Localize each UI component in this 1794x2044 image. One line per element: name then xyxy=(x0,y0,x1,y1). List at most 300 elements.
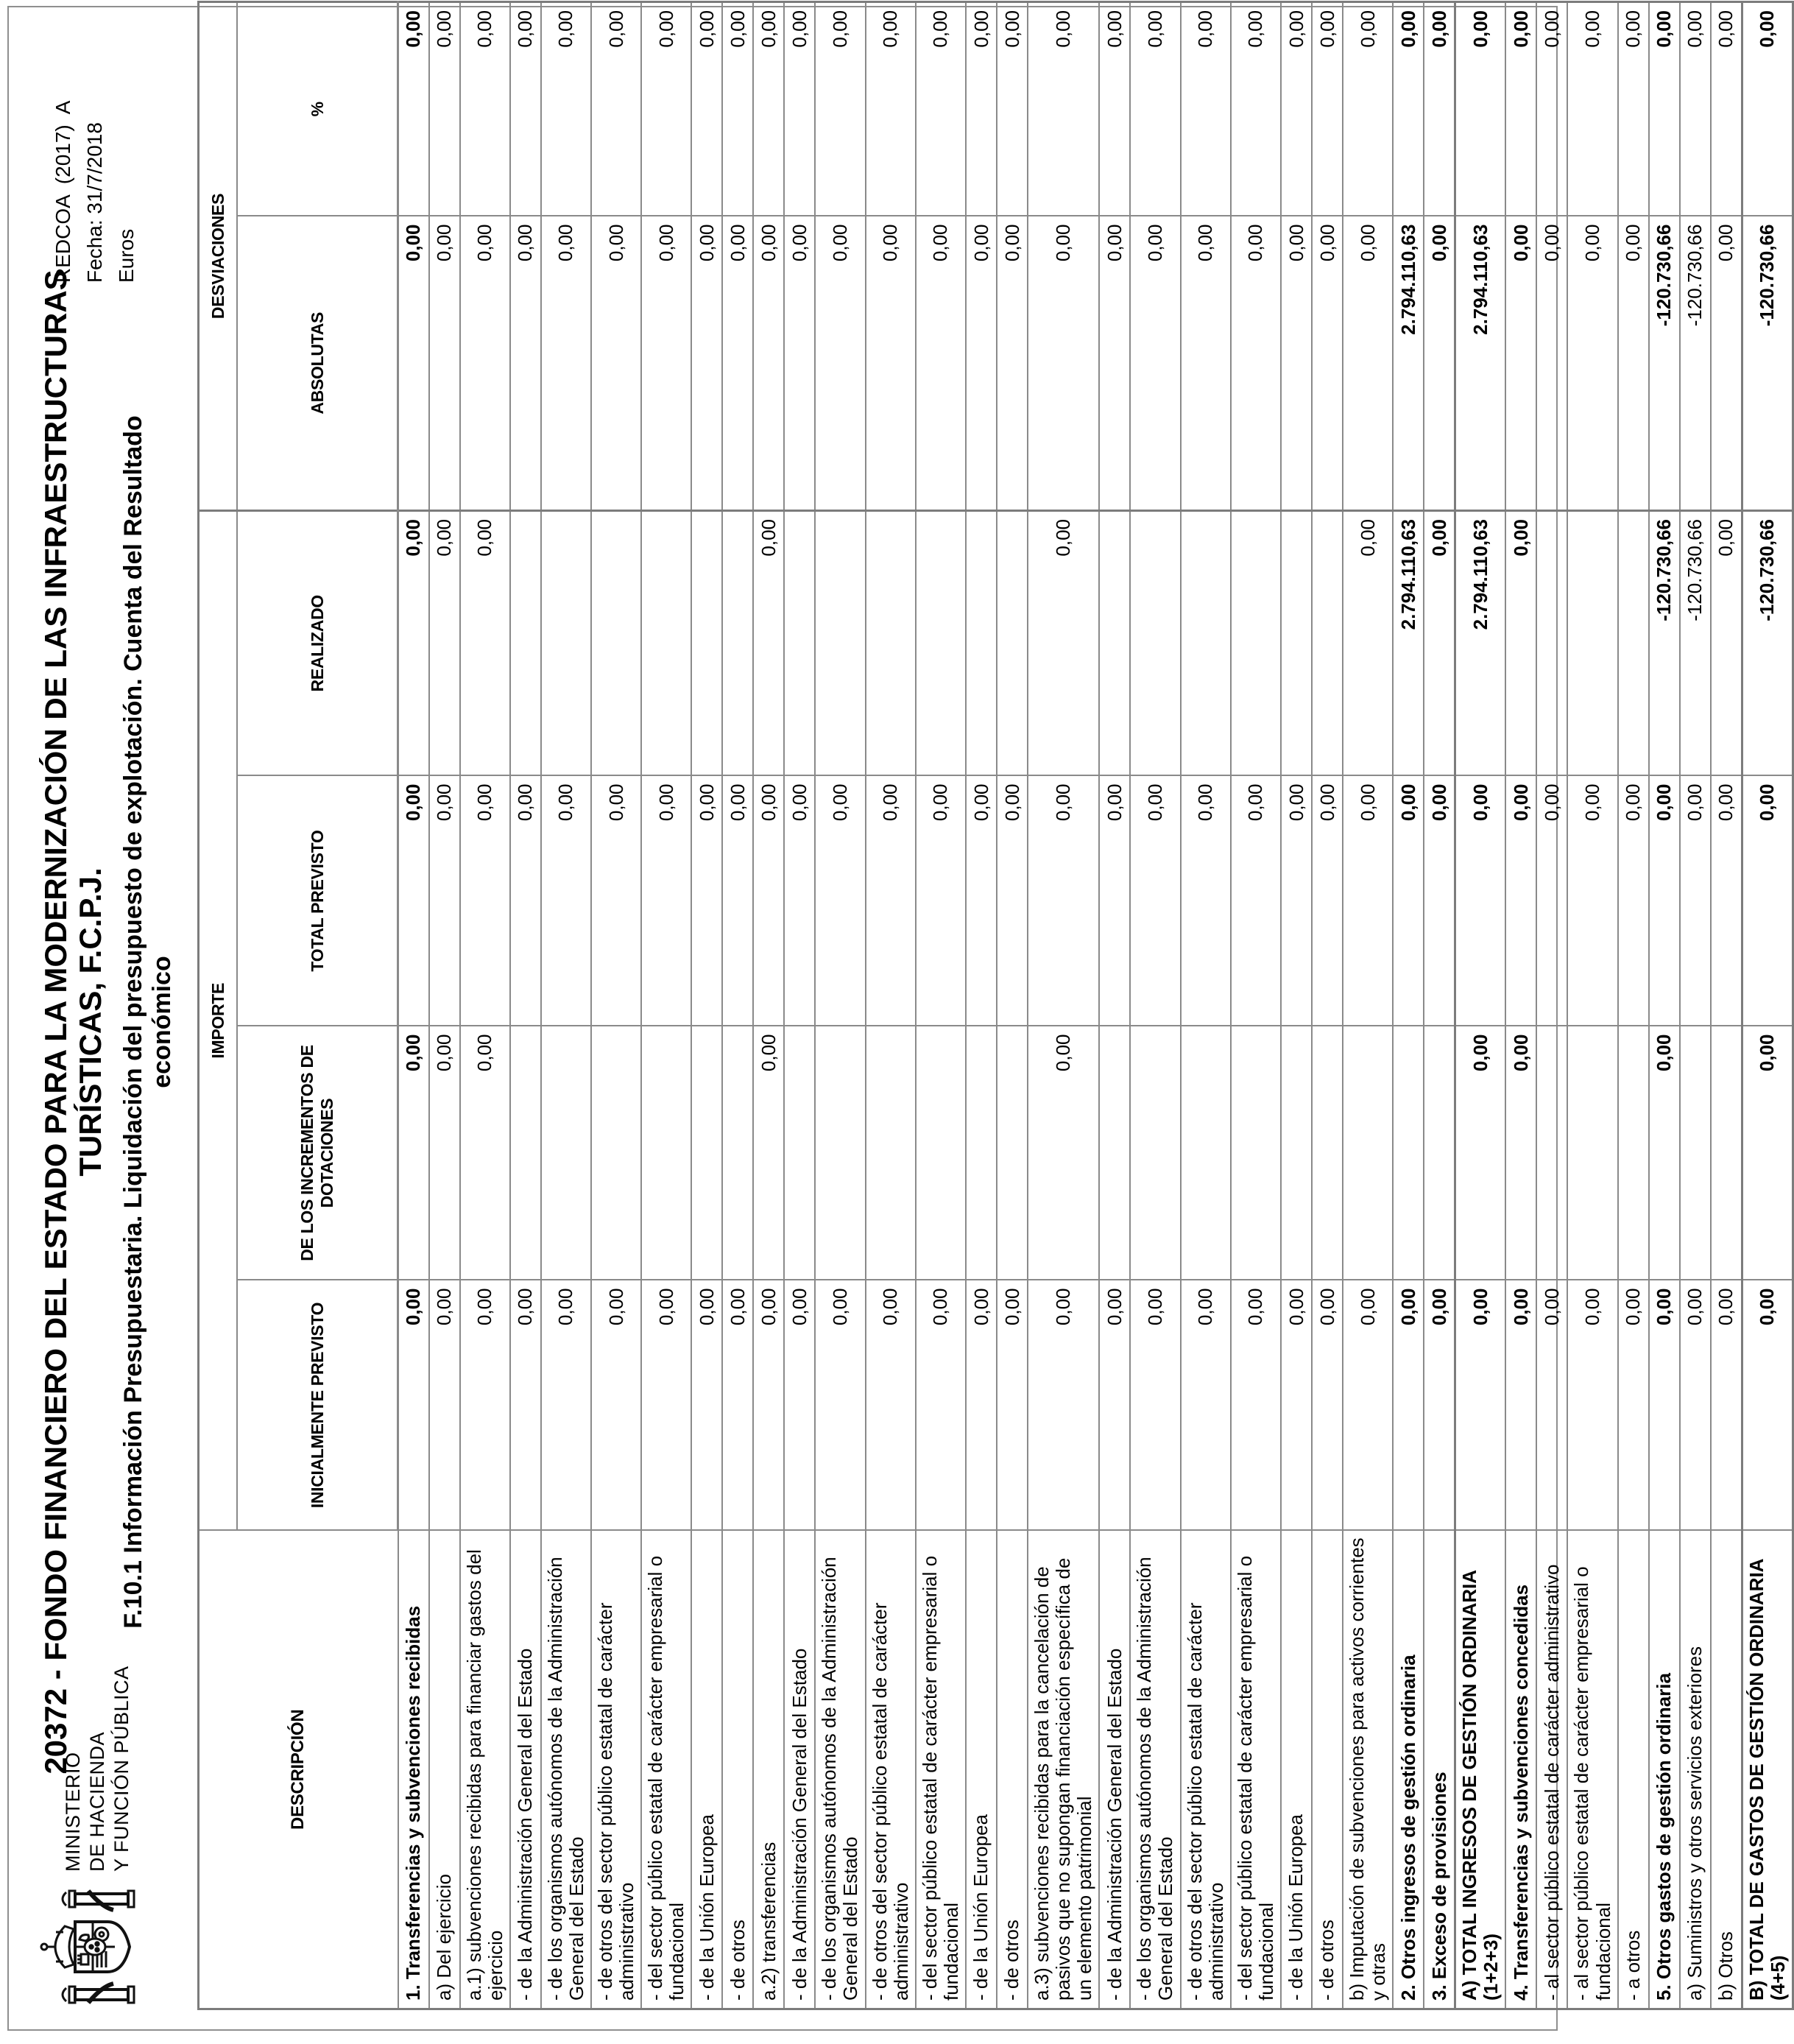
row-value: 0,00 xyxy=(916,216,966,511)
row-value: 0,00 xyxy=(1099,776,1130,1026)
report-subtitle-line2: económico xyxy=(148,956,177,1088)
row-value: 0,00 xyxy=(1130,216,1180,511)
row-value xyxy=(641,511,691,776)
row-value xyxy=(1618,1026,1649,1280)
row-description: - de los organismos autónomos de la Administración General del Estado xyxy=(815,1531,865,2009)
table-row xyxy=(1099,2,1130,2009)
row-value xyxy=(966,511,997,776)
row-description: a.3) subvenciones recibidas para la cancelación de pasivos que no supongan financiación específica de un elemento patrimonial xyxy=(1028,1531,1099,2009)
row-value: 0,00 xyxy=(691,2,722,216)
row-value: 0,00 xyxy=(510,1280,541,1531)
row-value: 0,00 xyxy=(541,216,591,511)
row-description: - al sector público estatal de carácter administrativo xyxy=(1536,1531,1567,2009)
row-value: -120.730,66 xyxy=(1742,511,1793,776)
table-row xyxy=(591,2,641,2009)
table-row xyxy=(1618,2,1649,2009)
table-row xyxy=(1536,2,1567,2009)
group-header-desviaciones: DESVIACIONES xyxy=(199,2,238,511)
row-value: 0,00 xyxy=(966,2,997,216)
row-value: 0,00 xyxy=(591,2,641,216)
row-value: 0,00 xyxy=(1505,776,1536,1026)
row-description: - de otros xyxy=(1312,1531,1343,2009)
row-value: 0,00 xyxy=(1567,216,1617,511)
report-info-block xyxy=(53,101,148,283)
row-value: 0,00 xyxy=(1505,1280,1536,1531)
row-value: 0,00 xyxy=(1567,1280,1617,1531)
row-value xyxy=(1130,1026,1180,1280)
row-value: 0,00 xyxy=(429,216,460,511)
report-subtitle-line1: F.10.1 Información Presupuestaria. Liquidación del presupuesto de explotación. Cuenta del Resultado xyxy=(119,415,147,1629)
row-value: 0,00 xyxy=(1099,216,1130,511)
row-value: 0,00 xyxy=(429,511,460,776)
row-value: 0,00 xyxy=(1028,1280,1099,1531)
row-value: 0,00 xyxy=(1505,1026,1536,1280)
table-row xyxy=(815,2,865,2009)
row-value: 0,00 xyxy=(1343,2,1393,216)
row-value xyxy=(641,1026,691,1280)
column-header-absolutas: ABSOLUTAS xyxy=(237,216,398,511)
row-value: 0,00 xyxy=(510,776,541,1026)
entity-title-line2: TURÍSTICAS, F.C.P.J. xyxy=(73,867,108,1177)
row-value xyxy=(1618,511,1649,776)
row-description: - de otros del sector público estatal de carácter administrativo xyxy=(1181,1531,1231,2009)
row-value: 0,00 xyxy=(866,2,916,216)
row-description: - del sector público estatal de carácter empresarial o fundacional xyxy=(916,1531,966,2009)
row-value: 0,00 xyxy=(1099,2,1130,216)
row-value xyxy=(1281,1026,1312,1280)
table-row xyxy=(1742,2,1793,2009)
ministry-line-3: Y FUNCIÓN PÚBLICA xyxy=(110,1666,133,1872)
row-value: 0,00 xyxy=(753,776,784,1026)
row-value: -120.730,66 xyxy=(1680,511,1711,776)
table-row xyxy=(1130,2,1180,2009)
row-description: a.2) transferencias xyxy=(753,1531,784,2009)
row-value: 0,00 xyxy=(1393,1280,1424,1531)
row-value: 0,00 xyxy=(1343,1280,1393,1531)
row-value xyxy=(866,511,916,776)
row-value: 0,00 xyxy=(722,2,753,216)
row-value: 0,00 xyxy=(1505,511,1536,776)
row-value xyxy=(1312,511,1343,776)
row-value xyxy=(1680,1026,1711,1280)
row-value xyxy=(722,1026,753,1280)
row-value: 0,00 xyxy=(1680,776,1711,1026)
row-value: 0,00 xyxy=(1649,1026,1680,1280)
report-code: REDCOA (2017) A xyxy=(52,100,74,283)
row-value: 0,00 xyxy=(866,1280,916,1531)
row-value: 0,00 xyxy=(591,216,641,511)
row-description: 2. Otros ingresos de gestión ordinaria xyxy=(1393,1531,1424,2009)
row-value xyxy=(1312,1026,1343,1280)
row-value: 0,00 xyxy=(1742,2,1793,216)
row-value: 0,00 xyxy=(815,216,865,511)
row-value: 0,00 xyxy=(966,776,997,1026)
row-value: 0,00 xyxy=(1343,511,1393,776)
row-value xyxy=(510,1026,541,1280)
row-description: - de la Administración General del Estado xyxy=(784,1531,815,2009)
budget-table xyxy=(197,1,1794,2010)
row-value: 0,00 xyxy=(1281,2,1312,216)
row-value: 0,00 xyxy=(1505,2,1536,216)
row-value: 0,00 xyxy=(1312,1280,1343,1531)
row-description: - de la Unión Europea xyxy=(966,1531,997,2009)
row-value xyxy=(997,1026,1028,1280)
row-value: 0,00 xyxy=(815,1280,865,1531)
row-value: 0,00 xyxy=(460,2,510,216)
row-value: 0,00 xyxy=(722,216,753,511)
column-header-incrementos-dotaciones: DE LOS INCREMENTOS DE DOTACIONES xyxy=(237,1026,398,1280)
row-value xyxy=(1424,1026,1455,1280)
row-value: 0,00 xyxy=(429,1026,460,1280)
row-description: - de la Unión Europea xyxy=(691,1531,722,2009)
row-value: 0,00 xyxy=(591,776,641,1026)
row-value: 0,00 xyxy=(1281,216,1312,511)
row-description: - de otros del sector público estatal de carácter administrativo xyxy=(866,1531,916,2009)
row-value xyxy=(815,1026,865,1280)
row-value: 0,00 xyxy=(722,776,753,1026)
row-value: 0,00 xyxy=(641,776,691,1026)
table-row xyxy=(866,2,916,2009)
row-value: 0,00 xyxy=(460,1280,510,1531)
row-description: - a otros xyxy=(1618,1531,1649,2009)
row-value: 0,00 xyxy=(753,216,784,511)
row-value: 0,00 xyxy=(1711,776,1742,1026)
row-value: 0,00 xyxy=(691,1280,722,1531)
row-value xyxy=(916,511,966,776)
table-row xyxy=(1393,2,1424,2009)
table-row xyxy=(541,2,591,2009)
row-description: 5. Otros gastos de gestión ordinaria xyxy=(1649,1531,1680,2009)
row-value: 0,00 xyxy=(541,1280,591,1531)
row-value: 0,00 xyxy=(641,216,691,511)
row-value xyxy=(591,511,641,776)
row-description: - al sector público estatal de carácter empresarial o fundacional xyxy=(1567,1531,1617,2009)
row-value: 0,00 xyxy=(1742,1280,1793,1531)
table-row xyxy=(429,2,460,2009)
row-description: a.1) subvenciones recibidas para financiar gastos del ejercicio xyxy=(460,1531,510,2009)
row-value: 0,00 xyxy=(1711,511,1742,776)
table-body xyxy=(398,2,1793,2009)
table-row xyxy=(753,2,784,2009)
row-value xyxy=(1181,1026,1231,1280)
column-header-inicialmente-previsto: INICIALMENTE PREVISTO xyxy=(237,1280,398,1531)
row-value: 0,00 xyxy=(398,1280,429,1531)
row-value: 0,00 xyxy=(1181,216,1231,511)
row-value xyxy=(815,511,865,776)
table-row xyxy=(1424,2,1455,2009)
row-value: 0,00 xyxy=(429,2,460,216)
row-value: -120.730,66 xyxy=(1649,216,1680,511)
row-value xyxy=(510,511,541,776)
table-row xyxy=(1649,2,1680,2009)
row-value: 0,00 xyxy=(997,216,1028,511)
row-description: a) Suministros y otros servicios exteriores xyxy=(1680,1531,1711,2009)
row-value: 0,00 xyxy=(510,2,541,216)
row-value: 0,00 xyxy=(398,1026,429,1280)
row-description: 3. Exceso de provisiones xyxy=(1424,1531,1455,2009)
table-row xyxy=(1567,2,1617,2009)
row-description: A) TOTAL INGRESOS DE GESTIÓN ORDINARIA (1+2+3) xyxy=(1455,1531,1506,2009)
row-value: 0,00 xyxy=(966,1280,997,1531)
row-value: 0,00 xyxy=(1130,1280,1180,1531)
row-value: 0,00 xyxy=(460,1026,510,1280)
row-value: 0,00 xyxy=(997,776,1028,1026)
row-value: 0,00 xyxy=(691,216,722,511)
row-value: 0,00 xyxy=(866,216,916,511)
subtitle-block xyxy=(119,0,177,2044)
table-row xyxy=(1028,2,1099,2009)
row-value: 0,00 xyxy=(1424,216,1455,511)
row-value: -120.730,66 xyxy=(1742,216,1793,511)
table-row xyxy=(1181,2,1231,2009)
row-value xyxy=(866,1026,916,1280)
row-description: 4. Transferencias y subvenciones concedidas xyxy=(1505,1531,1536,2009)
row-value: 0,00 xyxy=(398,216,429,511)
row-value: -120.730,66 xyxy=(1680,216,1711,511)
row-value: 0,00 xyxy=(916,776,966,1026)
row-value: 0,00 xyxy=(398,2,429,216)
row-value: 0,00 xyxy=(1181,2,1231,216)
entity-title-line1: 20372 - FONDO FINANCIERO DEL ESTADO PARA LA MODERNIZACIÓN DE LAS INFRAESTRUCTURAS xyxy=(38,269,73,1775)
row-value: 0,00 xyxy=(1649,776,1680,1026)
row-value xyxy=(784,511,815,776)
row-value: 0,00 xyxy=(753,2,784,216)
row-value: 0,00 xyxy=(784,1280,815,1531)
table-row xyxy=(1455,2,1506,2009)
row-value: 0,00 xyxy=(510,216,541,511)
row-description: - de los organismos autónomos de la Administración General del Estado xyxy=(1130,1531,1180,2009)
row-value: 0,00 xyxy=(1028,1026,1099,1280)
row-value: 0,00 xyxy=(1099,1280,1130,1531)
row-value: 0,00 xyxy=(1424,776,1455,1026)
row-description: - de la Administración General del Estado xyxy=(1099,1531,1130,2009)
row-description: - de otros xyxy=(722,1531,753,2009)
row-value: 0,00 xyxy=(460,216,510,511)
row-value: 0,00 xyxy=(1028,776,1099,1026)
row-value: 0,00 xyxy=(815,2,865,216)
row-value: 0,00 xyxy=(1680,2,1711,216)
row-value xyxy=(1567,511,1617,776)
row-value: 0,00 xyxy=(753,511,784,776)
row-value xyxy=(784,1026,815,1280)
row-description: - de la Unión Europea xyxy=(1281,1531,1312,2009)
group-header-importe: IMPORTE xyxy=(199,511,238,1531)
row-value: 0,00 xyxy=(591,1280,641,1531)
column-header-porcentaje: % xyxy=(237,2,398,216)
table-row xyxy=(722,2,753,2009)
table-row xyxy=(966,2,997,2009)
row-value: 0,00 xyxy=(966,216,997,511)
row-value xyxy=(997,511,1028,776)
title-block xyxy=(38,0,107,2044)
row-value: 0,00 xyxy=(1130,776,1180,1026)
report-currency: Euros xyxy=(115,228,138,283)
row-value: 0,00 xyxy=(1281,776,1312,1026)
row-value: 0,00 xyxy=(1567,776,1617,1026)
row-value: 0,00 xyxy=(784,216,815,511)
row-value: 0,00 xyxy=(1424,511,1455,776)
table-row xyxy=(691,2,722,2009)
row-description: B) TOTAL DE GASTOS DE GESTIÓN ORDINARIA (4+5) xyxy=(1742,1531,1793,2009)
row-description: - del sector público estatal de carácter empresarial o fundacional xyxy=(1231,1531,1281,2009)
row-value xyxy=(1711,1026,1742,1280)
row-value: 0,00 xyxy=(1711,1280,1742,1531)
row-value: -120.730,66 xyxy=(1649,511,1680,776)
row-value: 0,00 xyxy=(1567,2,1617,216)
row-value: 2.794.110,63 xyxy=(1455,511,1506,776)
column-header-total-previsto: TOTAL PREVISTO xyxy=(237,776,398,1026)
table-row xyxy=(997,2,1028,2009)
row-value xyxy=(1343,1026,1393,1280)
table-header xyxy=(199,2,398,2009)
row-value xyxy=(1536,1026,1567,1280)
row-value: 0,00 xyxy=(1028,2,1099,216)
table-row xyxy=(1343,2,1393,2009)
table-row xyxy=(1505,2,1536,2009)
row-value xyxy=(691,1026,722,1280)
row-description: 1. Transferencias y subvenciones recibidas xyxy=(398,1531,429,2009)
table-row xyxy=(1231,2,1281,2009)
column-header-realizado: REALIZADO xyxy=(237,511,398,776)
row-value: 0,00 xyxy=(1680,1280,1711,1531)
row-value: 0,00 xyxy=(1231,1280,1281,1531)
row-value: 0,00 xyxy=(1536,1280,1567,1531)
row-value: 0,00 xyxy=(784,776,815,1026)
ministry-line-2: DE HACIENDA xyxy=(86,1731,109,1872)
row-value: 0,00 xyxy=(866,776,916,1026)
row-value: 0,00 xyxy=(753,1026,784,1280)
row-value: 0,00 xyxy=(1649,1280,1680,1531)
row-value: 0,00 xyxy=(1618,1280,1649,1531)
row-value xyxy=(1099,1026,1130,1280)
row-value xyxy=(1393,1026,1424,1280)
row-value: 0,00 xyxy=(1455,1026,1506,1280)
row-value xyxy=(966,1026,997,1280)
row-value: 2.794.110,63 xyxy=(1393,511,1424,776)
row-description: b) Imputación de subvenciones para activos corrientes y otras xyxy=(1343,1531,1393,2009)
row-value: 0,00 xyxy=(1312,2,1343,216)
table-row xyxy=(1680,2,1711,2009)
row-value: 0,00 xyxy=(1312,216,1343,511)
row-value: 0,00 xyxy=(722,1280,753,1531)
table-row xyxy=(641,2,691,2009)
table-row xyxy=(460,2,510,2009)
row-value: 0,00 xyxy=(1536,2,1567,216)
row-value: 0,00 xyxy=(1711,216,1742,511)
row-value: 0,00 xyxy=(1343,216,1393,511)
row-value: 0,00 xyxy=(815,776,865,1026)
row-value: 0,00 xyxy=(398,511,429,776)
row-value: 0,00 xyxy=(1130,2,1180,216)
row-value: 0,00 xyxy=(997,1280,1028,1531)
row-value: 0,00 xyxy=(1618,2,1649,216)
row-value: 0,00 xyxy=(1618,216,1649,511)
row-value: 0,00 xyxy=(1455,776,1506,1026)
row-value: 0,00 xyxy=(1649,2,1680,216)
row-value: 0,00 xyxy=(541,776,591,1026)
row-value: 0,00 xyxy=(753,1280,784,1531)
row-description: - del sector público estatal de carácter empresarial o fundacional xyxy=(641,1531,691,2009)
row-description: a) Del ejercicio xyxy=(429,1531,460,2009)
table-row xyxy=(398,2,429,2009)
row-value: 0,00 xyxy=(1393,2,1424,216)
row-value xyxy=(1231,511,1281,776)
row-value: 0,00 xyxy=(1231,2,1281,216)
row-value: 0,00 xyxy=(784,2,815,216)
row-value: 0,00 xyxy=(1393,776,1424,1026)
row-value: 0,00 xyxy=(1424,2,1455,216)
row-value xyxy=(1281,511,1312,776)
row-value: 0,00 xyxy=(1618,776,1649,1026)
row-value xyxy=(1567,1026,1617,1280)
row-value: 0,00 xyxy=(916,1280,966,1531)
row-description: - de la Administración General del Estado xyxy=(510,1531,541,2009)
row-value: 0,00 xyxy=(1343,776,1393,1026)
row-value: 0,00 xyxy=(1231,216,1281,511)
row-value: 0,00 xyxy=(398,776,429,1026)
row-value: 0,00 xyxy=(1455,1280,1506,1531)
row-value: 0,00 xyxy=(1028,511,1099,776)
report-date: Fecha: 31/7/2018 xyxy=(83,122,106,283)
row-value: 2.794.110,63 xyxy=(1455,216,1506,511)
row-value: 2.794.110,63 xyxy=(1393,216,1424,511)
row-value: 0,00 xyxy=(429,776,460,1026)
row-value xyxy=(916,1026,966,1280)
row-value: 0,00 xyxy=(1536,776,1567,1026)
row-description: - de los organismos autónomos de la Administración General del Estado xyxy=(541,1531,591,2009)
row-value xyxy=(541,511,591,776)
row-value: 0,00 xyxy=(1181,776,1231,1026)
row-value: 0,00 xyxy=(641,1280,691,1531)
table-row xyxy=(916,2,966,2009)
row-value xyxy=(1099,511,1130,776)
row-value: 0,00 xyxy=(1231,776,1281,1026)
row-value xyxy=(1181,511,1231,776)
ministry-line-1: MINISTERIO xyxy=(62,1752,85,1872)
row-value: 0,00 xyxy=(1424,1280,1455,1531)
row-value: 0,00 xyxy=(1312,776,1343,1026)
row-value: 0,00 xyxy=(541,2,591,216)
table-row xyxy=(510,2,541,2009)
row-value: 0,00 xyxy=(1281,1280,1312,1531)
row-value: 0,00 xyxy=(1455,2,1506,216)
column-header-descripcion: DESCRIPCIÓN xyxy=(199,1531,398,2009)
row-description: - de otros xyxy=(997,1531,1028,2009)
row-value xyxy=(541,1026,591,1280)
row-value: 0,00 xyxy=(1742,1026,1793,1280)
row-value: 0,00 xyxy=(1181,1280,1231,1531)
row-value: 0,00 xyxy=(460,511,510,776)
table-row xyxy=(1711,2,1742,2009)
row-value: 0,00 xyxy=(997,2,1028,216)
table-row xyxy=(784,2,815,2009)
row-value: 0,00 xyxy=(1028,216,1099,511)
row-value xyxy=(1130,511,1180,776)
row-value: 0,00 xyxy=(1742,776,1793,1026)
row-value: 0,00 xyxy=(429,1280,460,1531)
row-description: b) Otros xyxy=(1711,1531,1742,2009)
table-row xyxy=(1281,2,1312,2009)
table-row xyxy=(1312,2,1343,2009)
row-value xyxy=(591,1026,641,1280)
row-value: 0,00 xyxy=(1711,2,1742,216)
row-value xyxy=(722,511,753,776)
row-value: 0,00 xyxy=(1536,216,1567,511)
row-value: 0,00 xyxy=(691,776,722,1026)
row-value xyxy=(1231,1026,1281,1280)
row-value xyxy=(1536,511,1567,776)
row-value: 0,00 xyxy=(641,2,691,216)
